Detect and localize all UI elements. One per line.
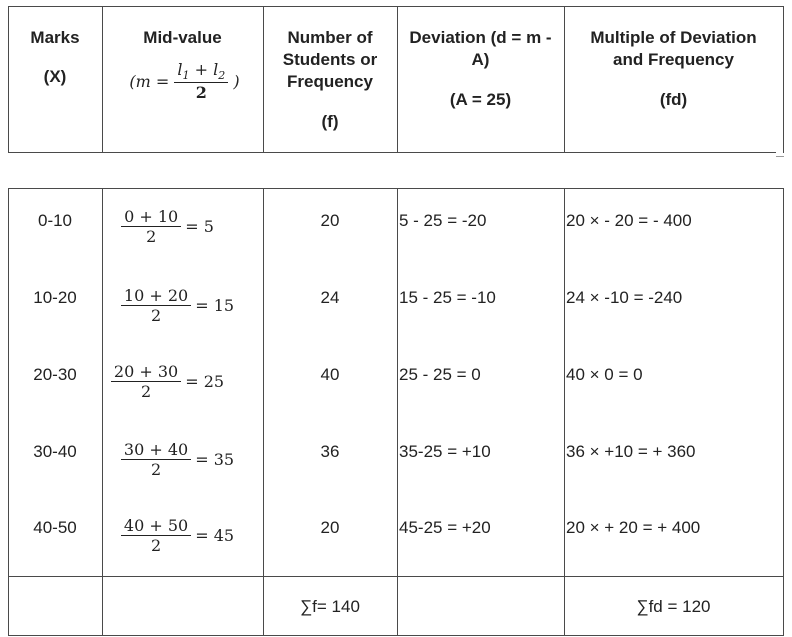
row-3-marks: 20-30 — [33, 365, 77, 384]
header-multiple-line1: Multiple of Deviation — [590, 28, 757, 47]
header-deviation-line2: A) — [471, 50, 490, 69]
header-deviation-line1: Deviation (d = m - — [409, 28, 552, 47]
row-2-fd: 24 × -10 = -240 — [566, 288, 683, 307]
body-vline-4 — [564, 188, 565, 636]
row-4-marks: 30-40 — [33, 442, 77, 461]
body-bottom-border — [8, 635, 784, 636]
row-3-result: = 25 — [185, 372, 225, 391]
row-2-deviation: 15 - 25 = -10 — [399, 288, 496, 307]
header-marks-symbol: (X) — [43, 67, 67, 86]
formula-numerator: $l_1 + l_2$ — [177, 60, 226, 83]
row-5-marks: 40-50 — [33, 518, 77, 537]
body-top-border — [8, 188, 784, 189]
row-3-frequency: 40 — [320, 365, 340, 384]
row-3-deviation: 25 - 25 = 0 — [399, 365, 481, 384]
row-2-denominator: 2 — [150, 306, 162, 325]
row-5-midvalue — [102, 516, 263, 555]
header-bottom-border — [8, 152, 776, 153]
row-4-result: = 35 — [195, 450, 235, 469]
body-vline-1 — [102, 188, 103, 636]
row-3-midvalue — [102, 362, 263, 401]
header-midvalue — [102, 27, 263, 49]
row-2-frequency: 24 — [320, 288, 340, 307]
total-frequency: ∑f= 140 — [300, 597, 360, 616]
row-1-fd: 20 × - 20 = - 400 — [566, 211, 692, 230]
header-frequency-line1: Number of — [287, 28, 373, 47]
formula-denominator: 2 — [195, 83, 207, 103]
row-4-fraction — [121, 440, 191, 479]
header-vline-5 — [783, 6, 784, 153]
row-1-marks: 0-10 — [37, 211, 73, 230]
row-4-deviation: 35-25 = +10 — [399, 442, 491, 461]
body-vline-5 — [783, 188, 784, 636]
row-2-numerator: 10 + 20 — [123, 286, 189, 305]
row-2-midvalue — [102, 286, 263, 325]
row-1-frequency: 20 — [320, 211, 340, 230]
header-corner-tick — [776, 156, 784, 157]
row-4-midvalue — [102, 440, 263, 479]
row-5-fraction — [121, 516, 191, 555]
header-marks-label: Marks — [30, 28, 80, 47]
row-2-result: = 15 — [195, 296, 235, 315]
body-vline-3 — [397, 188, 398, 636]
row-5-deviation: 45-25 = +20 — [399, 518, 491, 537]
row-5-result: = 45 — [195, 526, 235, 545]
header-multiple — [564, 27, 783, 111]
row-3-numerator: 20 + 30 — [113, 362, 179, 381]
row-5-fd: 20 × + 20 = + 400 — [566, 518, 701, 537]
body-vline-2 — [263, 188, 264, 636]
header-deviation-line3: (A = 25) — [449, 90, 512, 109]
row-2-marks: 10-20 — [33, 288, 77, 307]
row-1-numerator: 0 + 10 — [124, 207, 179, 226]
row-1-midvalue — [102, 207, 263, 246]
row-1-deviation: 5 - 25 = -20 — [399, 211, 487, 230]
row-1-denominator: 2 — [146, 227, 157, 246]
row-3-fd: 40 × 0 = 0 — [566, 365, 643, 384]
row-4-frequency: 36 — [320, 442, 340, 461]
body-vline-0 — [8, 188, 9, 636]
row-1-result: = 5 — [185, 217, 214, 236]
header-multiple-line2: and Frequency — [613, 50, 734, 69]
header-frequency-line3: Frequency — [287, 72, 373, 91]
header-multiple-line3: (fd) — [659, 90, 688, 109]
formula-fraction — [174, 60, 228, 102]
total-fd: ∑fd = 120 — [636, 597, 711, 616]
row-5-denominator: 2 — [150, 536, 162, 555]
header-top-border — [8, 6, 784, 7]
row-2-fraction — [121, 286, 191, 325]
row-4-numerator: 30 + 40 — [123, 440, 189, 459]
header-midvalue-label: Mid-value — [143, 28, 222, 47]
row-5-numerator: 40 + 50 — [123, 516, 189, 535]
row-1-fraction — [121, 207, 181, 246]
row-4-fd: 36 × +10 = + 360 — [566, 442, 696, 461]
row-3-fraction — [111, 362, 181, 401]
header-frequency — [263, 27, 397, 133]
formula-close: ) — [233, 71, 240, 91]
row-5-frequency: 20 — [320, 518, 340, 537]
header-frequency-line4: (f) — [321, 112, 339, 131]
header-deviation — [397, 27, 564, 111]
row-3-denominator: 2 — [140, 382, 152, 401]
body-total-divider — [8, 576, 784, 577]
header-midvalue-formula — [102, 60, 263, 102]
formula-lhs: (m = — [129, 71, 170, 91]
header-marks — [8, 27, 102, 88]
row-4-denominator: 2 — [150, 460, 162, 479]
header-frequency-line2: Students or — [282, 50, 378, 69]
